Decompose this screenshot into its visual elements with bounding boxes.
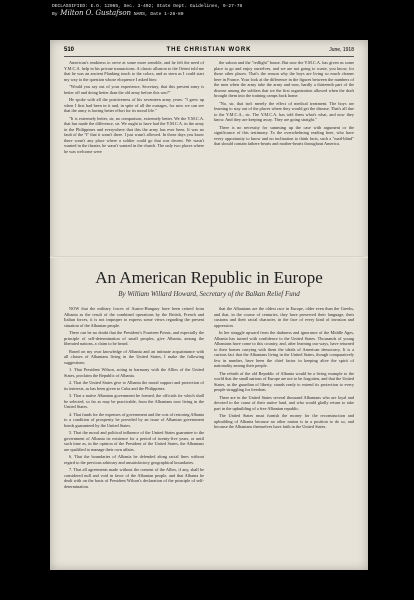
issue-date: June, 1918 [329, 47, 354, 53]
page-header [64, 46, 354, 57]
paragraph: In her struggle upward from the darkness and ignorance of the Middle Ages, Albania has turned with confidence to the United States. Thousands of young Albanians have come to this country, and, after learning our ways, have returned to their homes carrying with them the ideals of American democracy. It is a curious fact that the Albanians living in the United States, though comparatively few in number, have been the chief factor in keeping alive the spirit of nationality among their people. [214, 330, 354, 368]
top-left-column [64, 60, 204, 246]
page-fold [50, 256, 368, 258]
paragraph: 5. That the moral and political influence of the United States guarantee to the government of Albania its existence for a period of twenty-five years, or until such time as, in the opinion of the President of the United States, the Albanians are qualified to manage their own affairs. [64, 430, 204, 452]
paragraph: 4. That funds for the expenses of government and the cost of restoring Albania to a condition of prosperity be provided by an issue of Albanian government bonds guaranteed by the United States. [64, 411, 204, 428]
article-left-column [64, 306, 204, 564]
paragraph: American's readiness to serve at some more sensible, and he felt the need of Y.M.C.A. help in his private transactions. A classic allusion to the Orient told me that he was an ancient Flanking touch to the colors, and as stern as I could start my way to the question whose eloquence I asked him: [64, 60, 204, 82]
stamp-date: 1-28-80 [164, 12, 184, 17]
paragraph: There can be no doubt that the President's Fourteen Points, and especially the principle of self-determination of small peoples, give Albania, among the liberated nations, a claim to be heard. [64, 330, 204, 346]
article-right-column [214, 306, 354, 564]
paragraph: 3. That a native Albanian government be formed, the officials for which shall be selected, so far as may be practicable, from the Albanians now living in the United States. [64, 393, 204, 409]
paragraph: that the Albanians are the oldest race in Europe, older even than the Greeks, and that, in the course of centuries, they have preserved their language, their customs and their racial character, in the face of every kind of invasion and oppression. [214, 306, 354, 328]
declassification-stamp [52, 4, 372, 18]
paragraph: 7. That all agreements made without the consent of the Allies, if any, shall be considered null and void in favor of the Albanian people, and that Albania be dealt with on the basis of President Wilson's declaration of the principle of self-determination. [64, 467, 204, 489]
paragraph: 1. That President Wilson, acting in harmony with the Allies of the United States, proclaim the Republic of Albania. [64, 367, 204, 378]
article-title: An American Republic in Europe [95, 268, 323, 287]
paragraph: The rebirth of the old Republic of Albania would be a living example to the world that the small nations of Europe are not to be forgotten, and that the United States, as the guardian of liberty, stands ready to extend its protection to every people struggling for freedom. [214, 370, 354, 392]
journal-title: THE CHRISTIAN WORK [166, 47, 252, 53]
paragraph: "It is extremely better, sir, no comparison, extremely better. We the Y.M.C.A. that has made the difference, sir. We ought to have had the Y.M.C.A. in the army in the Philippines and everywhere that this the army has ever been. It was no fault of the 'Y' that it wasn't there. I just wasn't allowed. In those days you know there wasn't any place where a soldier could go that was decent. We wasn't wanted in the theater, he wasn't wanted in the church. The only two places where he was welcome were [64, 115, 204, 154]
paragraph: There is no necessity for summing up the case with argument or the significance of this testimony. To the overwhelming reading here, who have every opportunity to know and no inclination to think facts, such a "mail-blind" that should contain fathers-hearts and mother-hearts throughout America. [214, 124, 354, 146]
page-number: 510 [64, 47, 75, 53]
top-right-column [214, 60, 354, 246]
paragraph: 2. That the United States give to Albania the moral support and protection of its interests, as has been given to Cuba and the Philippines. [64, 380, 204, 391]
stamp-signature: Milton O. Gustafson [60, 9, 132, 17]
article-byline: By William Willard Howard, Secretary of the Balkan Relief Fund [118, 290, 300, 298]
stamp-agency: NARS, Date [133, 12, 162, 17]
paragraph: He spoke with all the positiveness of his seventeen army years: "I grew up when I first had been in it and, in spite of all the outrages, for now we can see that the army is having better effort for its moral life." [64, 97, 204, 113]
paragraph: There are in the United States several thousand Albanians who are loyal and devoted to the cause of their native land, and who would gladly return to take part in the upbuilding of a free Albanian republic. [214, 394, 354, 411]
paragraph: NOW that the military forces of Austro-Hungary have been retired from Albania as the result of the combined operations by the British, French and Italian forces, it is not improper to express some views regarding the present situation of the Albanian people. [64, 306, 204, 328]
paragraph: The United States must furnish the money for the reconstruction and upbuilding of Albania because no other nation is in a position to do so, and because the Albanians themselves have faith in the United States. [214, 413, 354, 429]
document-page [50, 40, 368, 570]
paragraph: Based on my own knowledge of Albania and an intimate acquaintance with all classes of Albanians living in the United States, I make the following suggestions: [64, 348, 204, 365]
stamp-line-1: DECLASSIFIED: E.O. 12065, Sec. 3-402; State Dept. Guidelines, 9-27-78 [52, 4, 243, 9]
paragraph: 6. That the boundaries of Albania be defended along racial lines without regard to the previous arbitrary and unsatisfactory geographical boundaries. [64, 454, 204, 465]
stamp-by-label: By [52, 12, 58, 17]
paragraph: the saloon and the "redlight" house. But now the Y.M.C.A. has given us some place to go and enjoy ourselves, and we are not going to waste, you know, for those other places. That's the reason why the boys are living so much cleaner here in France. Your look at the difference in the figures between the numbers of the men when the army take the army and now, hardly a thirteenth part of the disease among the soldiers that we the first organization allowed when the draft brought them into the training camps back home. [214, 60, 354, 98]
paragraph: "No, sir, that isn't merely the effect of medical treatment. The boys are learning to stay out of the places where they would get the disease. That's all due to the Y.M.C.A., sir. The Y.M.C.A. has told them what's what, and now they know. And they are keeping away. They are going straight." [214, 100, 354, 122]
paragraph: "Would you say out of your experience, Secretary, that this present army is better off and doing better than the old army before this war?" [64, 84, 204, 95]
